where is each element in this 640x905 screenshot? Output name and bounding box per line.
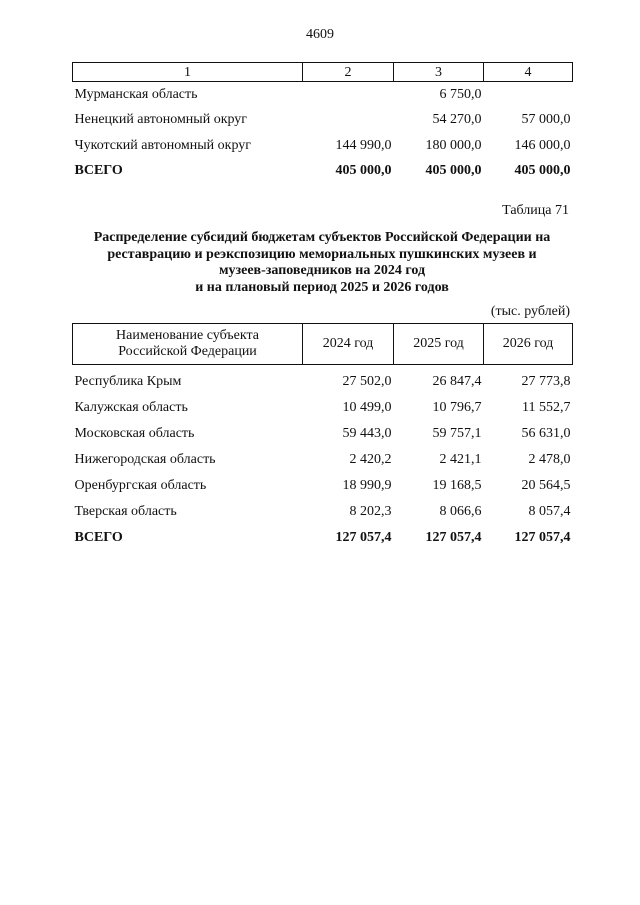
value-cell: 19 168,5 [432, 478, 482, 493]
column-number: 3 [394, 63, 484, 82]
units-note: (тыс. рублей) [490, 304, 570, 319]
title-line: Распределение субсидий бюджетам субъектов Российской Федерации на [93, 230, 551, 245]
total-value: 405 000,0 [425, 163, 482, 179]
value-cell: 6 750,0 [439, 86, 482, 102]
region-name: Ненецкий автономный округ [74, 112, 248, 128]
continued-table [72, 62, 573, 184]
value-cell: 2 420,2 [349, 452, 392, 467]
title-line: реставрацию и реэкспозицию мемориальных пушкинских музеев и [107, 246, 537, 262]
header-year-2024: 2024 год [303, 324, 394, 365]
value-cell: 26 847,4 [432, 374, 482, 389]
table-row [73, 499, 573, 525]
value-cell: 8 057,4 [528, 504, 571, 519]
total-value: 405 000,0 [514, 163, 571, 179]
table-row [73, 108, 573, 134]
column-number: 2 [303, 63, 394, 82]
total-row [73, 159, 573, 185]
region-name: Республика Крым [74, 374, 182, 389]
total-value: 127 057,4 [335, 530, 392, 545]
region-name: Чукотский автономный округ [74, 137, 252, 153]
header-line: Российской Федерации [118, 344, 257, 359]
region-name: Нижегородская область [74, 452, 216, 467]
table-title [60, 230, 584, 296]
total-label: ВСЕГО [74, 163, 123, 179]
region-name: Мурманская область [74, 86, 198, 102]
value-cell: 180 000,0 [425, 137, 482, 153]
title-line: и на плановый период 2025 и 2026 годов [195, 279, 449, 295]
value-cell: 56 631,0 [521, 426, 571, 441]
region-name: Московская область [74, 426, 195, 441]
value-cell: 59 443,0 [342, 426, 392, 441]
table-row [73, 473, 573, 499]
value-cell: 27 502,0 [342, 374, 392, 389]
total-value: 127 057,4 [425, 530, 482, 545]
total-row [73, 525, 573, 551]
subsidy-table [72, 323, 573, 551]
region-name: Калужская область [74, 400, 188, 415]
header-region-name [73, 324, 303, 365]
total-label: ВСЕГО [74, 530, 123, 545]
header-year-2026: 2026 год [484, 324, 573, 365]
value-cell [303, 108, 394, 134]
value-cell: 18 990,9 [342, 478, 392, 493]
value-cell: 8 066,6 [439, 504, 482, 519]
column-number: 4 [484, 63, 573, 82]
table-row [73, 133, 573, 159]
value-cell: 57 000,0 [521, 112, 571, 128]
value-cell: 8 202,3 [349, 504, 392, 519]
value-cell: 2 478,0 [528, 452, 571, 467]
value-cell: 10 796,7 [432, 400, 482, 415]
header-year-2025: 2025 год [394, 324, 484, 365]
table-number-label: Таблица 71 [502, 203, 569, 218]
value-cell: 11 552,7 [522, 400, 571, 415]
region-name: Оренбургская область [74, 478, 207, 493]
header-line: Наименование субъекта [116, 328, 259, 343]
column-number: 1 [73, 63, 303, 82]
value-cell: 54 270,0 [432, 112, 482, 128]
title-line: музеев-заповедников на 2024 год [218, 263, 426, 278]
value-cell: 146 000,0 [514, 137, 571, 153]
table-row [73, 395, 573, 421]
value-cell: 144 990,0 [335, 137, 392, 153]
table-row [73, 447, 573, 473]
value-cell: 20 564,5 [521, 478, 571, 493]
page-number: 4609 [306, 27, 334, 42]
value-cell [303, 82, 394, 108]
value-cell: 27 773,8 [521, 374, 571, 389]
region-name: Тверская область [74, 504, 177, 519]
table-row [73, 421, 573, 447]
value-cell: 2 421,1 [439, 452, 482, 467]
total-value: 405 000,0 [335, 163, 392, 179]
value-cell [484, 82, 573, 108]
value-cell: 59 757,1 [432, 426, 482, 441]
value-cell: 10 499,0 [342, 400, 392, 415]
column-number-row [73, 63, 573, 82]
table-row [73, 365, 573, 396]
total-value: 127 057,4 [514, 530, 571, 545]
table-row [73, 82, 573, 108]
header-row [73, 324, 573, 365]
